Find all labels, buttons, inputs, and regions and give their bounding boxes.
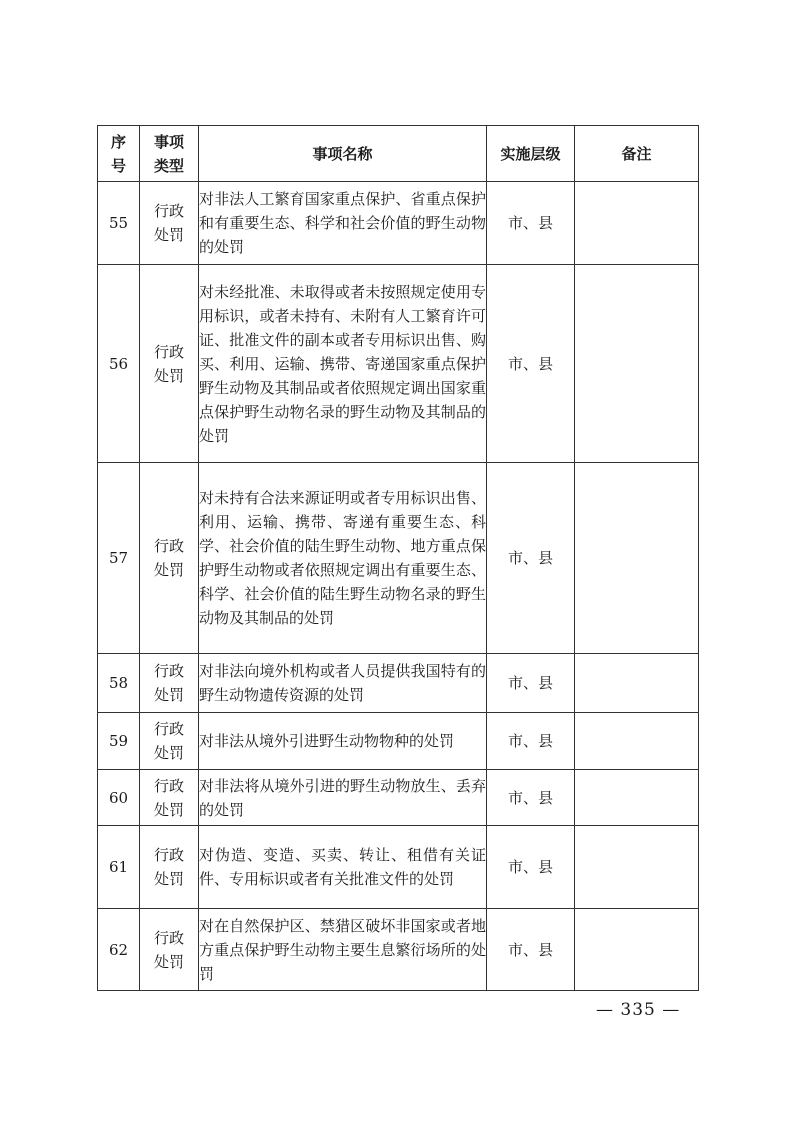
row-type: 行政处罚	[140, 463, 199, 654]
row-note	[575, 463, 699, 654]
table-row	[98, 826, 699, 909]
row-number: 60	[98, 770, 140, 826]
row-type: 行政处罚	[140, 654, 199, 713]
row-number: 61	[98, 826, 140, 909]
header-level: 实施层级	[487, 126, 575, 182]
row-type: 行政处罚	[140, 265, 199, 463]
row-name: 对伪造、变造、买卖、转让、租借有关证件、专用标识或者有关批准文件的处罚	[199, 826, 487, 909]
row-number: 62	[98, 909, 140, 991]
row-level: 市、县	[487, 826, 575, 909]
row-number: 59	[98, 713, 140, 770]
row-name: 对未持有合法来源证明或者专用标识出售、利用、运输、携带、寄递有重要生态、科学、社会价值的陆生野生动物、地方重点保护野生动物或者依照规定调出有重要生态、科学、社会价值的陆生野生动物名录的野生动物及其制品的处罚	[199, 463, 487, 654]
row-name: 对非法从境外引进野生动物物种的处罚	[199, 713, 487, 770]
header-note: 备注	[575, 126, 699, 182]
table-row	[98, 654, 699, 713]
row-name: 对在自然保护区、禁猎区破坏非国家或者地方重点保护野生动物主要生息繁衍场所的处罚	[199, 909, 487, 991]
row-type: 行政处罚	[140, 713, 199, 770]
row-note	[575, 265, 699, 463]
row-note	[575, 713, 699, 770]
row-note	[575, 826, 699, 909]
row-level: 市、县	[487, 909, 575, 991]
table-row	[98, 265, 699, 463]
row-type: 行政处罚	[140, 909, 199, 991]
row-level: 市、县	[487, 713, 575, 770]
row-level: 市、县	[487, 182, 575, 265]
table-row	[98, 463, 699, 654]
row-note	[575, 654, 699, 713]
header-seq: 序号	[98, 126, 140, 182]
row-type: 行政处罚	[140, 826, 199, 909]
table-row	[98, 770, 699, 826]
items-table	[97, 125, 699, 991]
header-name: 事项名称	[199, 126, 487, 182]
row-number: 58	[98, 654, 140, 713]
row-level: 市、县	[487, 265, 575, 463]
row-level: 市、县	[487, 770, 575, 826]
table-row	[98, 713, 699, 770]
row-number: 55	[98, 182, 140, 265]
row-name: 对未经批准、未取得或者未按照规定使用专用标识，或者未持有、未附有人工繁育许可证、批准文件的副本或者专用标识出售、购买、利用、运输、携带、寄递国家重点保护野生动物及其制品或者依照规定调出国家重点保护野生动物名录的野生动物及其制品的处罚	[199, 265, 487, 463]
row-note	[575, 909, 699, 991]
row-level: 市、县	[487, 463, 575, 654]
row-number: 56	[98, 265, 140, 463]
row-level: 市、县	[487, 654, 575, 713]
row-type: 行政处罚	[140, 770, 199, 826]
header-type: 事项类型	[140, 126, 199, 182]
table-row	[98, 909, 699, 991]
row-type: 行政处罚	[140, 182, 199, 265]
row-name: 对非法将从境外引进的野生动物放生、丢弃的处罚	[199, 770, 487, 826]
row-name: 对非法人工繁育国家重点保护、省重点保护和有重要生态、科学和社会价值的野生动物的处罚	[199, 182, 487, 265]
row-note	[575, 182, 699, 265]
table-row	[98, 182, 699, 265]
row-number: 57	[98, 463, 140, 654]
row-name: 对非法向境外机构或者人员提供我国特有的野生动物遗传资源的处罚	[199, 654, 487, 713]
table-header-row	[98, 126, 699, 182]
row-note	[575, 770, 699, 826]
page-number: — 335 —	[596, 1000, 681, 1020]
